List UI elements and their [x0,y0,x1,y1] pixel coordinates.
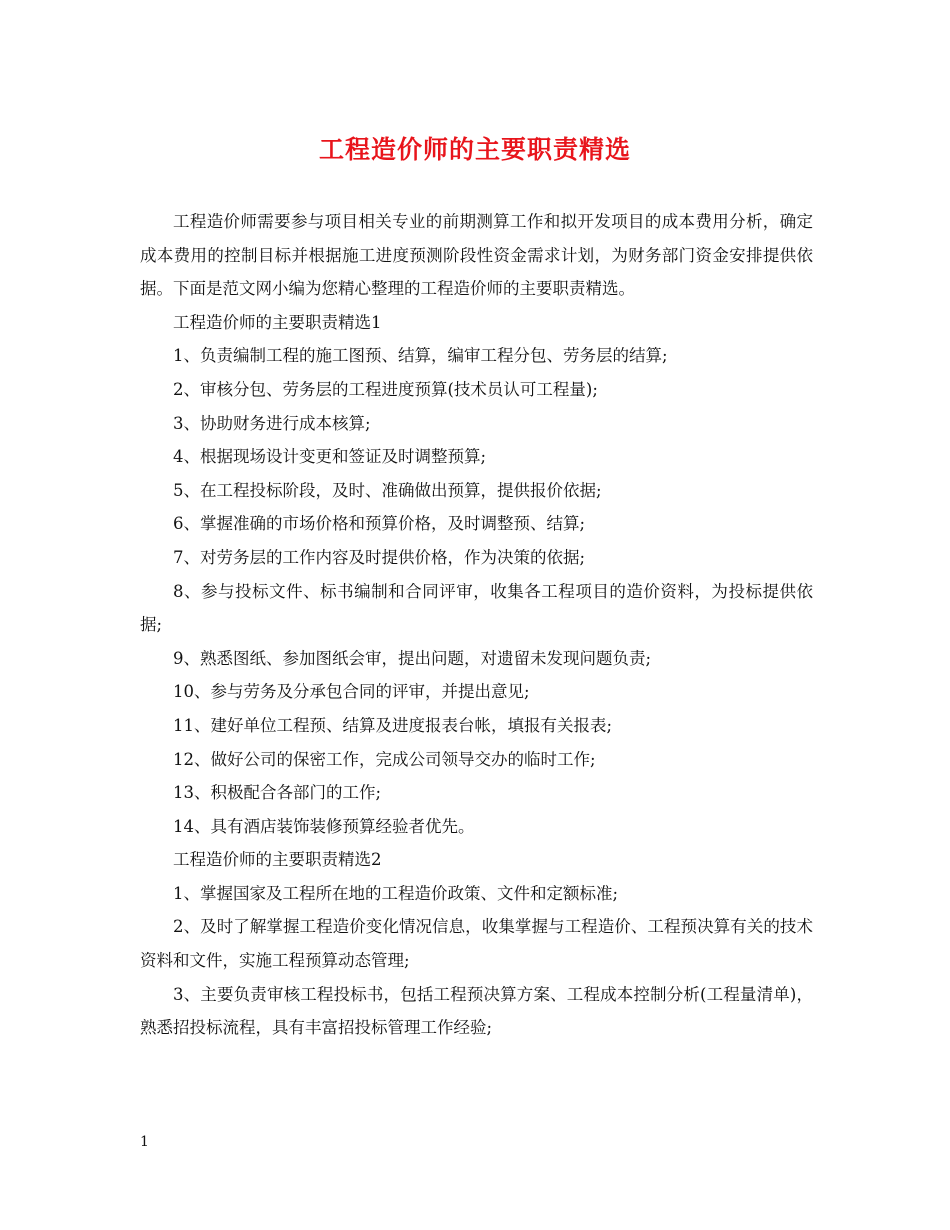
section-heading-2: 工程造价师的主要职责精选2 [173,850,382,870]
list-item: 6、掌握准确的市场价格和预算价格，及时调整预、结算; [173,514,586,534]
list-item: 2、审核分包、劳务层的工程进度预算(技术员认可工程量); [173,379,598,399]
section-heading-1: 工程造价师的主要职责精选1 [173,312,382,332]
list-item: 4、根据现场设计变更和签证及时调整预算; [173,447,487,467]
list-item: 5、在工程投标阶段，及时、准确做出预算，提供报价依据; [173,480,602,500]
document-title: 工程造价师的主要职责精选 [318,135,631,164]
list-item: 3、协助财务进行成本核算; [173,413,371,433]
page-number: 1 [140,1134,149,1150]
list-item: 11、建好单位工程预、结算及进度报表台帐，填报有关报表; [173,715,613,735]
list-item: 1、负责编制工程的施工图预、结算，编审工程分包、劳务层的结算; [173,346,668,366]
document-body [140,205,813,1045]
list-item: 9、熟悉图纸、参加图纸会审，提出问题，对遗留未发现问题负责; [173,648,652,668]
list-item: 1、掌握国家及工程所在地的工程造价政策、文件和定额标准; [173,883,619,903]
list-item: 12、做好公司的保密工作，完成公司领导交办的临时工作; [173,749,596,769]
list-item: 3、主要负责审核工程投标书，包括工程预决算方案、工程成本控制分析(工程量清单)，熟悉招投标流程，具有丰富招投标管理工作经验; [140,984,813,1038]
list-item: 7、对劳务层的工作内容及时提供价格，作为决策的依据; [173,547,586,567]
list-item: 8、参与投标文件、标书编制和合同评审，收集各工程项目的造价资料，为投标提供依据; [140,581,813,635]
list-item: 13、积极配合各部门的工作; [173,783,382,803]
list-item: 10、参与劳务及分承包合同的评审，并提出意见; [173,682,530,702]
list-item: 2、及时了解掌握工程造价变化情况信息，收集掌握与工程造价、工程预决算有关的技术资料和文件，实施工程预算动态管理; [140,917,813,971]
intro-paragraph: 工程造价师需要参与项目相关专业的前期测算工作和拟开发项目的成本费用分析，确定成本费用的控制目标并根据施工进度预测阶段性资金需求计划，为财务部门资金安排提供依据。下面是范文网小编为您精心整理的工程造价师的主要职责精选。 [140,212,813,299]
list-item: 14、具有酒店装饰装修预算经验者优先。 [173,816,475,836]
